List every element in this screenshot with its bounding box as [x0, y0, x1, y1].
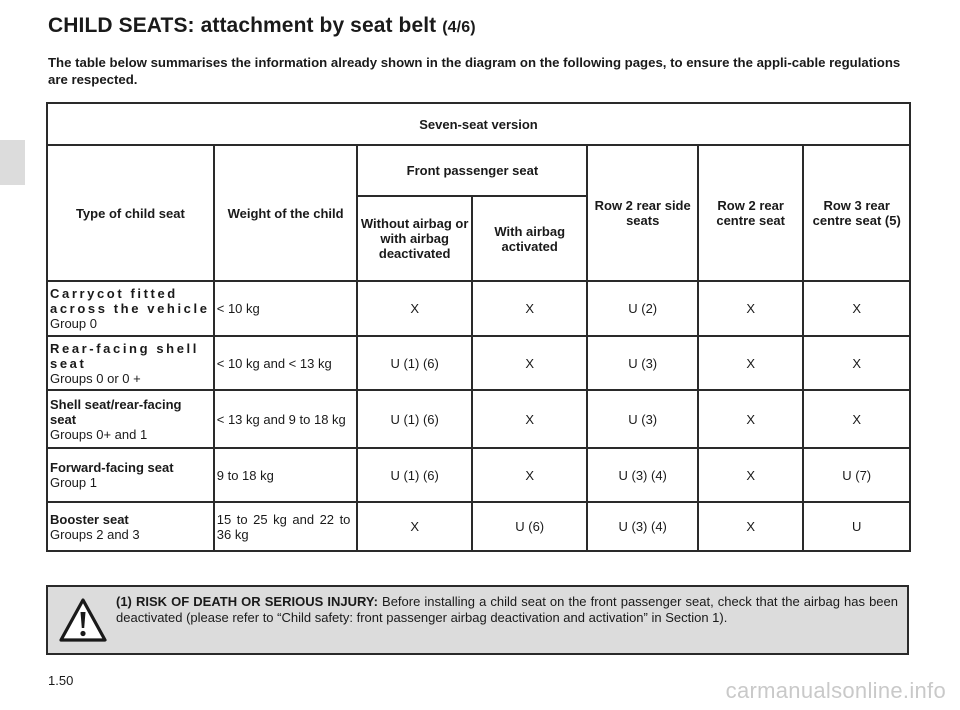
header-weight: Weight of the child — [214, 145, 358, 281]
weight-cell: < 13 kg and 9 to 18 kg — [214, 390, 358, 448]
title-part: (4/6) — [442, 19, 476, 36]
row3-centre-cell: X — [803, 390, 910, 448]
row2-side-cell: U (2) — [587, 281, 698, 336]
without-airbag-cell: U (1) (6) — [357, 390, 472, 448]
seat-group: Group 0 — [50, 316, 97, 331]
seat-type-name: Shell seat/rear-facing seat — [50, 396, 182, 427]
seat-group: Groups 0 or 0 + — [50, 370, 141, 386]
warning-box — [46, 585, 909, 655]
section-tab — [0, 140, 25, 185]
seat-type-cell — [47, 502, 214, 551]
row2-side-cell: U (3) (4) — [587, 502, 698, 551]
child-seat-table — [46, 102, 911, 552]
row3-centre-cell: X — [803, 281, 910, 336]
seat-type-name: Carrycot fitted across the vehicle — [50, 286, 210, 316]
warning-lead: (1) RISK OF DEATH OR SERIOUS INJURY: — [116, 594, 378, 609]
without-airbag-cell: U (1) (6) — [357, 448, 472, 502]
weight-cell: 9 to 18 kg — [214, 448, 358, 502]
header-without-airbag: Without airbag or with airbag deactivated — [357, 196, 472, 281]
seat-type-cell — [47, 448, 214, 502]
header-row2-side: Row 2 rear side seats — [587, 145, 698, 281]
watermark: carmanualsonline.info — [725, 678, 946, 703]
warning-text — [116, 594, 898, 626]
table-row — [47, 502, 910, 551]
with-airbag-cell: U (6) — [472, 502, 588, 551]
with-airbag-cell: X — [472, 336, 588, 390]
version-header: Seven-seat version — [47, 103, 910, 145]
seat-group: Groups 2 and 3 — [50, 526, 140, 542]
row2-centre-cell: X — [698, 336, 803, 390]
weight-cell: < 10 kg and < 13 kg — [214, 336, 358, 390]
with-airbag-cell: X — [472, 281, 588, 336]
row2-centre-cell: X — [698, 448, 803, 502]
row3-centre-cell: U (7) — [803, 448, 910, 502]
header-type: Type of child seat — [47, 145, 214, 281]
with-airbag-cell: X — [472, 390, 588, 448]
page-number: 1.50 — [48, 673, 74, 688]
seat-type-cell — [47, 390, 214, 448]
header-row3-centre: Row 3 rear centre seat (5) — [803, 145, 910, 281]
table-row — [47, 281, 910, 336]
header-with-airbag: With airbag activated — [472, 196, 588, 281]
seat-group: Group 1 — [50, 475, 97, 490]
row3-centre-cell: X — [803, 336, 910, 390]
without-airbag-cell: X — [357, 281, 472, 336]
seat-type-name: Booster seat — [50, 511, 129, 527]
seat-type-cell — [47, 336, 214, 390]
seat-type-name: Forward-facing seat — [50, 460, 174, 475]
header-row2-centre: Row 2 rear centre seat — [698, 145, 803, 281]
intro-text: The table below summarises the information already shown in the diagram on the following pages, to ensure the appli-cable regulations are respected. — [48, 55, 901, 87]
row2-centre-cell: X — [698, 502, 803, 551]
page-title: CHILD SEATS: attachment by seat belt (4/6) — [48, 14, 476, 37]
without-airbag-cell: U (1) (6) — [357, 336, 472, 390]
row2-centre-cell: X — [698, 390, 803, 448]
warning-triangle-icon — [58, 597, 108, 643]
row2-side-cell: U (3) — [587, 390, 698, 448]
weight-cell: < 10 kg — [214, 281, 358, 336]
with-airbag-cell: X — [472, 448, 588, 502]
without-airbag-cell: X — [357, 502, 472, 551]
row2-side-cell: U (3) — [587, 336, 698, 390]
seat-type-cell — [47, 281, 214, 336]
header-front-passenger: Front passenger seat — [357, 145, 587, 196]
table-row — [47, 336, 910, 390]
row2-centre-cell: X — [698, 281, 803, 336]
warning-body: Before installing a child seat on the front passenger seat, check that the airbag has been deactivated (please refer to “Child safety: front passenger airbag deactivation and activation” in Section 1). — [116, 594, 898, 625]
row2-side-cell: U (3) (4) — [587, 448, 698, 502]
weight-cell: 15 to 25 kg and 22 to 36 kg — [214, 502, 358, 551]
seat-type-name: Rear-facing shell seat — [50, 340, 199, 371]
seat-group: Groups 0+ and 1 — [50, 426, 148, 442]
table-row — [47, 448, 910, 502]
row3-centre-cell: U — [803, 502, 910, 551]
table-row — [47, 390, 910, 448]
